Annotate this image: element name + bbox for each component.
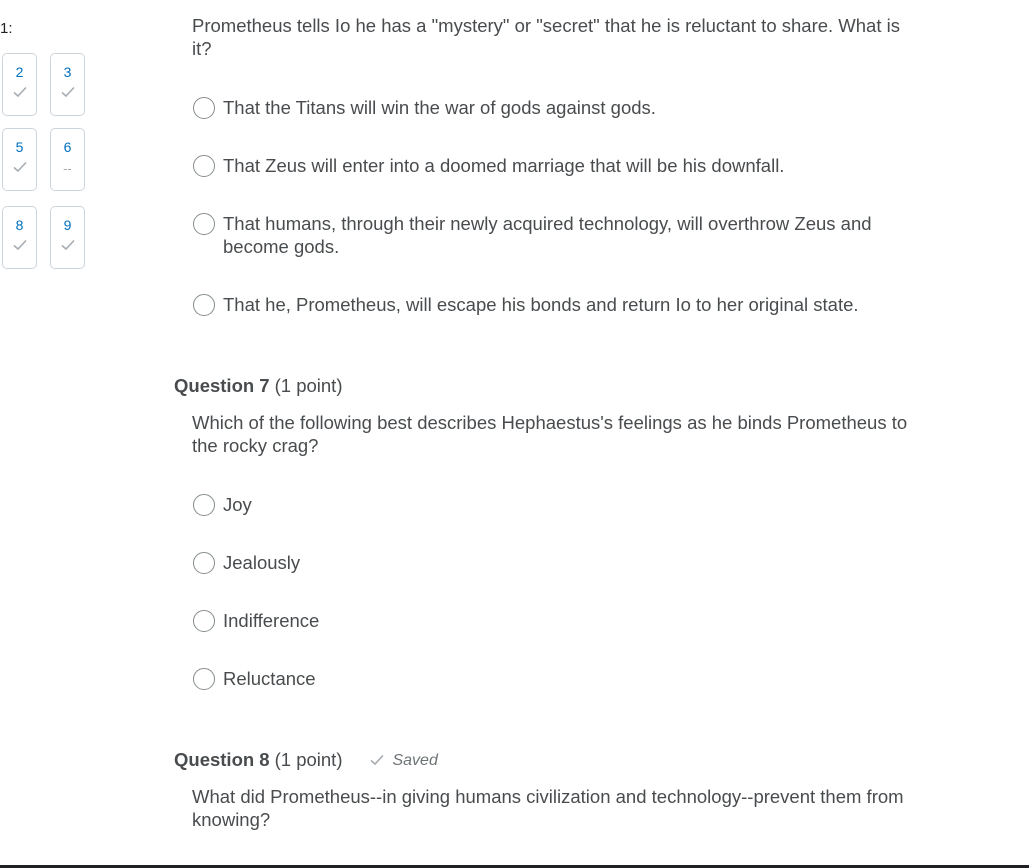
question-8-text: What did Prometheus--in giving humans civilization and technology--prevent them from knowing? [192,786,904,830]
question-7-option-1[interactable] [193,493,923,516]
nav-tile-question-6[interactable] [50,128,85,191]
option-label: Joy [223,494,252,515]
check-icon [3,86,36,102]
radio-button[interactable] [193,610,215,632]
question-7-option-4[interactable] [193,667,923,690]
question-6-option-1[interactable] [193,96,923,119]
nav-tile-number: 5 [15,139,24,155]
question-6-text: Prometheus tells Io he has a "mystery" or "secret" that he is reluctant to share. What is it? [192,15,900,59]
option-label: Jealously [223,552,301,573]
question-8-title: Question 8 [174,749,270,770]
check-icon [3,161,36,177]
nav-tile-number: 2 [15,64,24,80]
unanswered-marker: -- [63,161,72,176]
saved-label: Saved [392,751,438,769]
check-icon [51,239,84,255]
radio-button[interactable] [193,494,215,516]
option-label: That he, Prometheus, will escape his bonds and return Io to her original state. [223,294,859,315]
question-6-option-3[interactable] [193,212,923,258]
radio-button[interactable] [193,97,215,119]
radio-button[interactable] [193,552,215,574]
question-7-title: Question 7 [174,375,270,396]
nav-tile-question-9[interactable] [50,206,85,269]
question-6-option-2[interactable] [193,154,923,177]
nav-tile-number: 8 [15,217,24,233]
radio-button[interactable] [193,294,215,316]
option-label: That the Titans will win the war of gods against gods. [223,97,656,118]
nav-tile-question-5[interactable] [2,128,37,191]
question-7-option-3[interactable] [193,609,923,632]
question-8-points: (1 point) [274,749,343,770]
check-icon [3,239,36,255]
question-7-points: (1 point) [274,375,343,396]
question-7-header [174,374,342,397]
radio-button[interactable] [193,668,215,690]
question-nav-label: 1: [0,20,13,37]
option-label: That Zeus will enter into a doomed marriage that will be his downfall. [223,155,785,176]
saved-status [370,749,437,772]
nav-tile-question-8[interactable] [2,206,37,269]
nav-tile-number: 3 [63,64,72,80]
question-7-text: Which of the following best describes Hephaestus's feelings as he binds Prometheus to the rocky crag? [192,412,908,456]
radio-button[interactable] [193,213,215,235]
nav-tile-question-2[interactable] [2,53,37,116]
check-icon [51,86,84,102]
option-label: That humans, through their newly acquired technology, will overthrow Zeus and become gods. [223,213,872,257]
radio-button[interactable] [193,155,215,177]
question-7-option-2[interactable] [193,551,923,574]
question-6-option-4[interactable] [193,293,923,316]
check-icon [370,754,384,766]
nav-tile-number: 6 [63,139,72,155]
option-label: Indifference [223,610,320,631]
nav-tile-number: 9 [63,217,72,233]
question-8-header [174,748,438,772]
nav-tile-question-3[interactable] [50,53,85,116]
option-label: Reluctance [223,668,316,689]
